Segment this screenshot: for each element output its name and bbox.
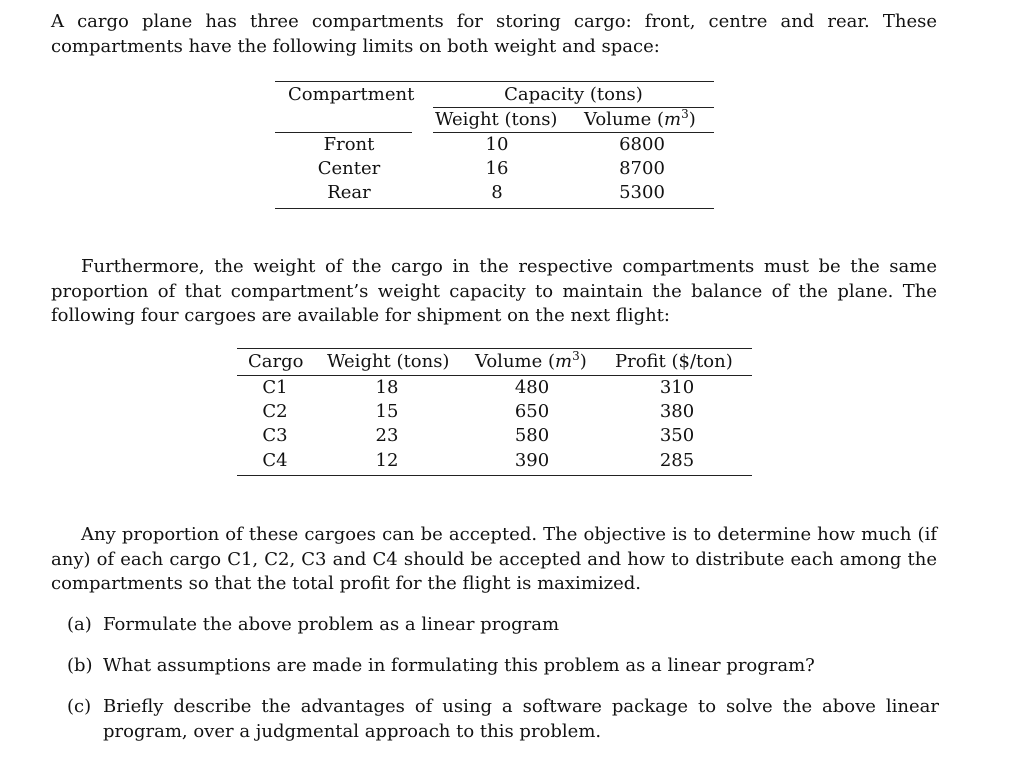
table-cell: Front [323, 134, 375, 155]
compartment-capacity-table [275, 81, 714, 209]
cargo-table [237, 348, 752, 476]
table-cell: 350 [659, 425, 695, 446]
table-cell: 6800 [619, 134, 665, 155]
header-profit: Profit ($/ton) [615, 351, 733, 372]
table-cell: C4 [262, 450, 288, 471]
question-b [67, 654, 939, 679]
header-weight: Weight (tons) [327, 351, 450, 372]
question-label: (b) [67, 655, 93, 676]
question-label: (a) [67, 614, 92, 635]
table-cell: 310 [659, 377, 695, 398]
table-cell: 480 [514, 377, 550, 398]
table-cell: Rear [327, 182, 371, 203]
table-cell: 18 [375, 377, 399, 398]
table-cell: 650 [514, 401, 550, 422]
objective-paragraph: Any proportion of these cargoes can be accepted. The objective is to determine how much (if any) of each cargo C1, C2, C3 and C4 should be accepted and how to distribute each among the compartments so that the total profit for the flight is maximized. [51, 524, 937, 594]
subheader-volume: Volume $(m^3)$ [584, 107, 696, 130]
header-capacity: Capacity (tons) [504, 84, 643, 105]
header-cargo: Cargo [248, 351, 304, 372]
table-cell: 285 [659, 450, 695, 471]
header-compartment: Compartment [288, 84, 415, 105]
table-cell: 12 [375, 450, 399, 471]
header-volume: Volume $(m^3)$ [475, 349, 587, 372]
intro-paragraph: A cargo plane has three compartments for storing cargo: front, centre and rear. These compartments have the following limits on both weight and space: [51, 11, 937, 57]
subheader-weight: Weight (tons) [435, 109, 558, 130]
question-text: What assumptions are made in formulating this problem as a linear program? [103, 655, 815, 676]
table-cell: 10 [485, 134, 509, 155]
table-cell: 8 [491, 182, 503, 203]
table-cell: 23 [375, 425, 399, 446]
table-cell: 8700 [619, 158, 665, 179]
table-cell: 390 [514, 450, 550, 471]
question-text: Formulate the above problem as a linear program [103, 614, 560, 635]
table-cell: C2 [262, 401, 288, 422]
table-cell: 15 [375, 401, 399, 422]
question-text: Briefly describe the advantages of using a software package to solve the above linear program, over a judgmental approach to this problem. [103, 696, 939, 742]
table-cell: 380 [659, 401, 695, 422]
table-cell: 5300 [619, 182, 665, 203]
table-cell: C1 [262, 377, 288, 398]
question-label: (c) [67, 696, 92, 717]
table-cell: C3 [262, 425, 288, 446]
table-cell: Center [317, 158, 381, 179]
table-cell: 16 [485, 158, 509, 179]
question-a [67, 613, 939, 638]
table-cell: 580 [514, 425, 550, 446]
balance-paragraph: Furthermore, the weight of the cargo in the respective compartments must be the same proportion of that compartment’s weight capacity to maintain the balance of the plane. The following four cargoes are available for shipment on the next flight: [51, 256, 937, 326]
question-c [67, 695, 939, 744]
